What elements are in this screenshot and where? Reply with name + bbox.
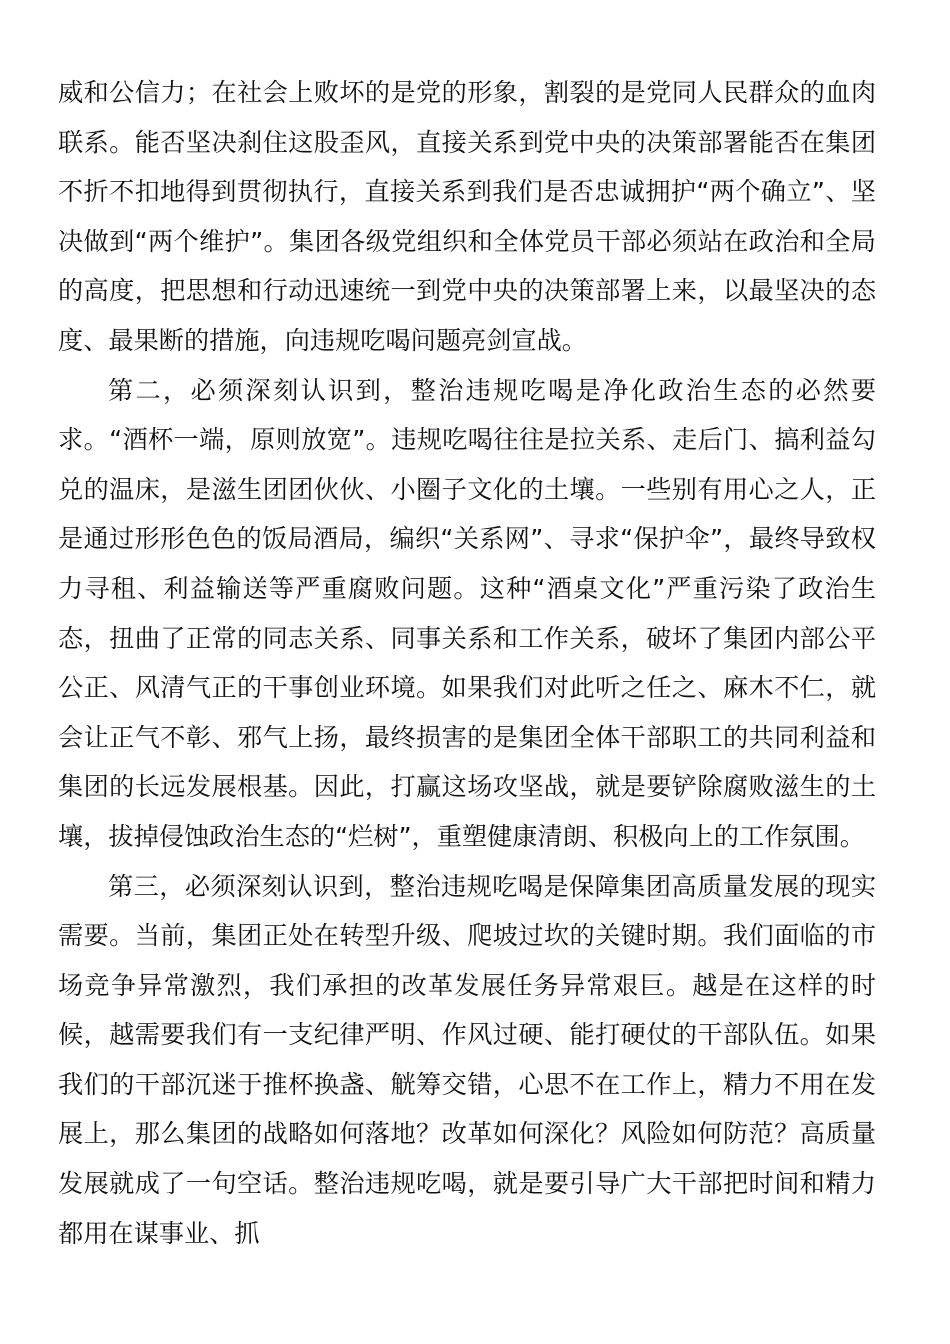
paragraph-2: 第二，必须深刻认识到，整治违规吃喝是净化政治生态的必然要求。“酒杯一端，原则放宽”。违规吃喝往往是拉关系、走后门、搞利益勾兑的温床，是滋生团团伙伙、小圈子文化的土壤。一些别有用心之人，正是通过形形色色的饭局酒局，编织“关系网”、寻求“保护伞”，最终导致权力寻租、利益输送等严重腐败问题。这种“酒桌文化”严重污染了政治生态，扭曲了正常的同志关系、同事关系和工作关系，破坏了集团内部公平公正、风清气正的干事创业环境。如果我们对此听之任之、麻木不仁，就会让正气不彰、邪气上扬，最终损害的是集团全体干部职工的共同利益和集团的长远发展根基。因此，打赢这场攻坚战，就是要铲除腐败滋生的土壤，拔掉侵蚀政治生态的“烂树”，重塑健康清朗、积极向上的工作氛围。 [58, 375, 876, 851]
paragraph-1: 威和公信力；在社会上败坏的是党的形象，割裂的是党同人民群众的血肉联系。能否坚决刹住这股歪风，直接关系到党中央的决策部署能否在集团不折不扣地得到贯彻执行，直接关系到我们是否忠诚拥护“两个确立”、坚决做到“两个维护”。集团各级党组织和全体党员干部必须站在政治和全局的高度，把思想和行动迅速统一到党中央的决策部署上来，以最坚决的态度、最果断的措施，向违规吃喝问题亮剑宣战。 [58, 78, 876, 355]
document-body [58, 68, 876, 1258]
paragraph-3: 第三，必须深刻认识到，整治违规吃喝是保障集团高质量发展的现实需要。当前，集团正处在转型升级、爬坡过坎的关键时期。我们面临的市场竞争异常激烈，我们承担的改革发展任务异常艰巨。越是在这样的时候，越需要我们有一支纪律严明、作风过硬、能打硬仗的干部队伍。如果我们的干部沉迷于推杯换盏、觥筹交错，心思不在工作上，精力不用在发展上，那么集团的战略如何落地？改革如何深化？风险如何防范？高质量发展就成了一句空话。整治违规吃喝，就是要引导广大干部把时间和精力都用在谋事业、抓 [58, 871, 876, 1248]
